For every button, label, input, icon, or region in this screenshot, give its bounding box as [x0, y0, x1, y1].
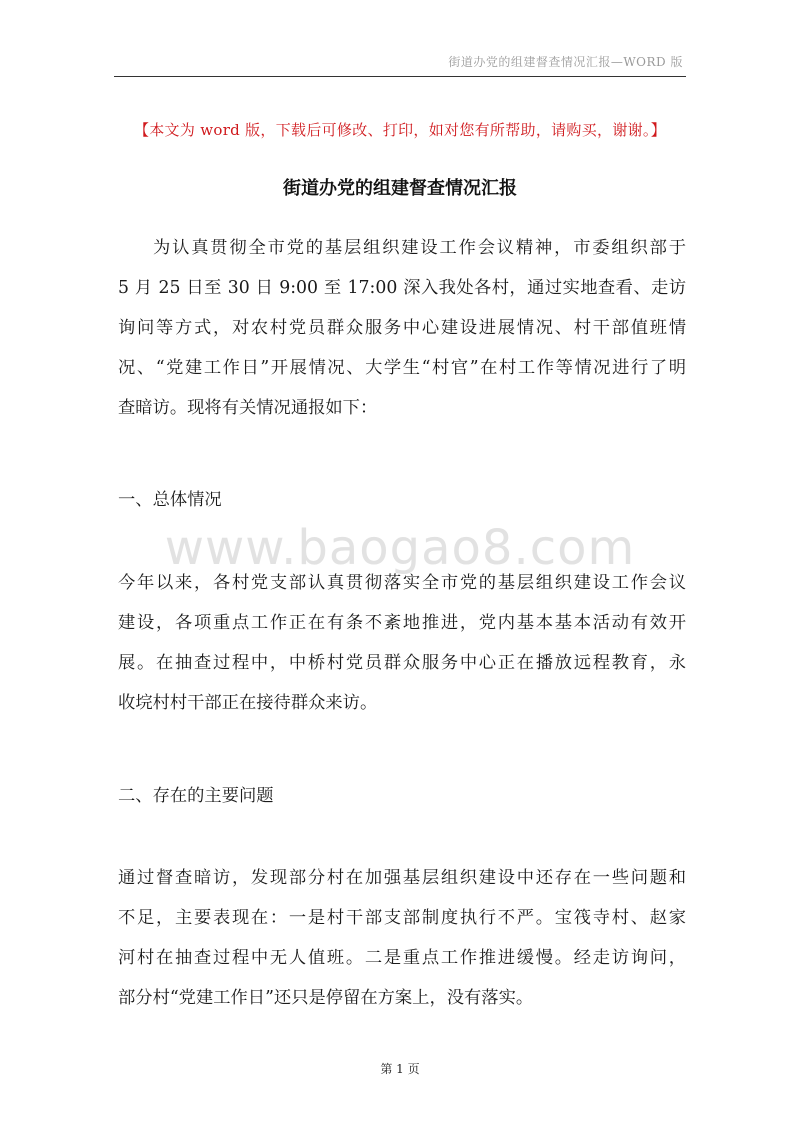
- paragraph-line: 部分村“党建工作日”还只是停留在方案上，没有落实。: [118, 988, 534, 1008]
- watermark: www.baogao8.com: [164, 520, 636, 576]
- document-title: 街道办党的组建督查情况汇报: [283, 178, 517, 199]
- header-divider: [114, 76, 686, 77]
- section-heading-overview: 一、总体情况: [118, 490, 222, 510]
- problems-paragraph: [118, 858, 686, 1018]
- section-heading-problems: 二、存在的主要问题: [118, 786, 274, 806]
- paragraph-line: 通过督查暗访，发现部分村在加强基层组织建设中还存在一些问题和: [118, 868, 686, 888]
- paragraph-line: 查暗访。现将有关情况通报如下：: [118, 398, 378, 418]
- paragraph-line: 询问等方式，对农村党员群众服务中心建设进展情况、村干部值班情: [118, 318, 686, 338]
- purchase-notice: 【本文为 word 版，下载后可修改、打印，如对您有所帮助，请购买，谢谢。】: [133, 121, 667, 139]
- paragraph-line: 河村在抽查过程中无人值班。二是重点工作推进缓慢。经走访询问，: [118, 948, 686, 968]
- overview-paragraph: [118, 563, 686, 723]
- paragraph-line: 5 月 25 日至 30 日 9:00 至 17:00 深入我处各村，通过实地查看、走访: [118, 278, 686, 298]
- paragraph-line: 为认真贯彻全市党的基层组织建设工作会议精神，市委组织部于: [153, 238, 686, 258]
- paragraph-line: 不足，主要表现在：一是村干部支部制度执行不严。宝筏寺村、赵家: [118, 908, 686, 928]
- intro-paragraph: [118, 228, 686, 428]
- paragraph-line: 建设，各项重点工作正在有条不紊地推进，党内基本基本活动有效开: [118, 613, 686, 633]
- paragraph-line: 今年以来，各村党支部认真贯彻落实全市党的基层组织建设工作会议: [118, 573, 686, 593]
- paragraph-line: 展。在抽查过程中，中桥村党员群众服务中心正在播放远程教育，永: [118, 653, 686, 673]
- paragraph-line: 况、“党建工作日”开展情况、大学生“村官”在村工作等情况进行了明: [118, 358, 686, 378]
- running-header: 街道办党的组建督查情况汇报—WORD 版: [448, 55, 683, 69]
- paragraph-line: 收垸村村干部正在接待群众来访。: [118, 693, 378, 713]
- page-number: 第 1 页: [380, 1062, 420, 1076]
